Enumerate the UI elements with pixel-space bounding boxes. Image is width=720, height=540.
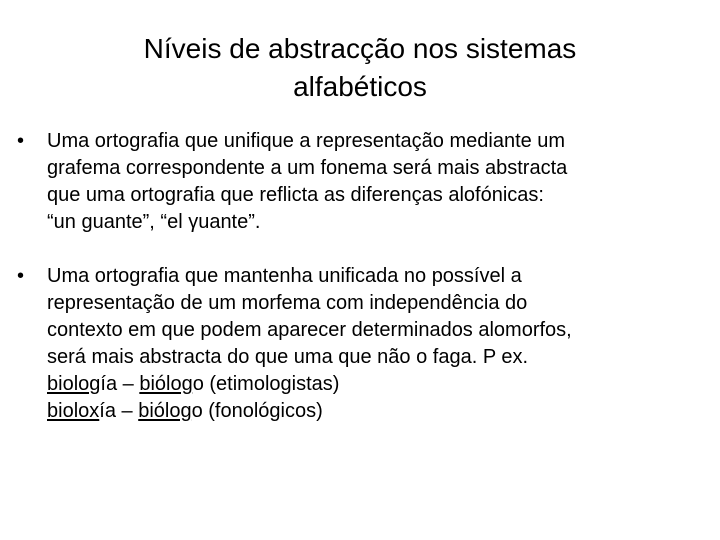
- bullet-line: contexto em que podem aparecer determinados alomorfos,: [47, 319, 572, 341]
- title-line-2: alfabéticos: [293, 71, 427, 102]
- bullet-text: [47, 263, 707, 425]
- example-dash: –: [117, 373, 140, 395]
- example-note: (etimologistas): [203, 373, 340, 395]
- example-suffix: ía: [100, 373, 118, 395]
- example-suffix: o: [191, 400, 203, 422]
- bullet-line: representação de um morfema com independência do: [47, 292, 528, 314]
- example-line-etymological: [47, 371, 707, 398]
- bullet-line: será mais abstracta do que uma que não o faga. P ex.: [47, 346, 529, 368]
- example-suffix: ía: [99, 400, 116, 422]
- example-line-phonological: [47, 398, 707, 425]
- example-note: (fonológicos): [202, 400, 323, 422]
- example-root: biolog: [47, 373, 101, 395]
- title-line-1: Níveis de abstracção nos sistemas: [143, 33, 577, 64]
- bullet-marker: •: [17, 130, 25, 152]
- slide-title: [40, 30, 680, 106]
- bullet-item-1: [17, 128, 707, 236]
- example-suffix: o: [192, 373, 204, 395]
- bullet-line: “un guante”, “el γuante”.: [47, 211, 261, 233]
- bullet-item-2: [17, 263, 707, 425]
- example-root: biolox: [47, 400, 100, 422]
- bullet-line: que uma ortografia que reflicta as diferenças alofónicas:: [47, 184, 544, 206]
- example-root: biólog: [138, 400, 192, 422]
- bullet-line: grafema correspondente a um fonema será mais abstracta: [47, 157, 568, 179]
- bullet-line: Uma ortografia que mantenha unificada no possível a: [47, 265, 522, 287]
- bullet-marker: •: [17, 265, 25, 287]
- bullet-list: [17, 128, 707, 425]
- bullet-line: Uma ortografia que unifique a representação mediante um: [47, 130, 566, 152]
- bullet-text: [47, 128, 707, 236]
- example-root: biólog: [139, 373, 193, 395]
- example-dash: –: [115, 400, 139, 422]
